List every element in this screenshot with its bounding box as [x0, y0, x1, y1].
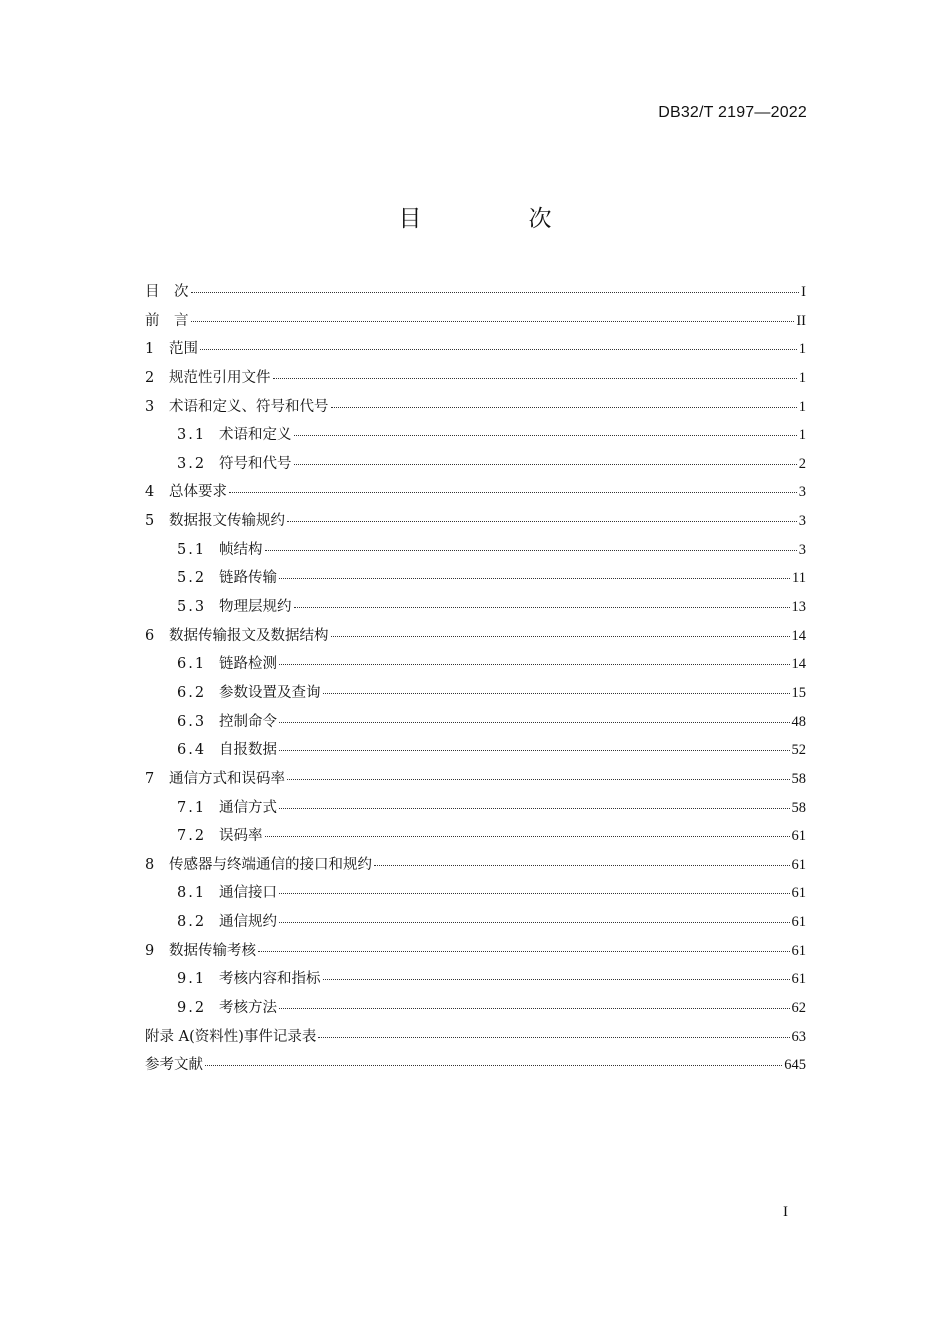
toc-entry-number: 6.1: [177, 656, 207, 673]
toc-entry[interactable]: [145, 940, 806, 969]
toc-entry-page: 58: [791, 799, 806, 816]
toc-leader-dots: [205, 1064, 782, 1066]
toc-entry-title: 范围: [169, 341, 198, 358]
toc-entry[interactable]: [145, 567, 806, 596]
toc-leader-dots: [279, 807, 790, 809]
toc-entry-number: 2: [145, 369, 155, 386]
toc-entry[interactable]: [145, 768, 806, 797]
toc-entry-page: 1: [798, 427, 806, 444]
toc-entry-title: 数据报文传输规约: [169, 513, 285, 530]
toc-entry-number: 3.2: [177, 455, 207, 472]
toc-entry-title: 符号和代号: [219, 455, 292, 472]
toc-leader-dots: [318, 1036, 789, 1038]
toc-entry-title: 术语和定义、符号和代号: [169, 398, 329, 415]
toc-entry-title: 目 次: [145, 284, 189, 300]
toc-leader-dots: [294, 434, 797, 436]
toc-entry-page: 3: [798, 484, 806, 501]
toc-entry-page: 645: [784, 1057, 806, 1074]
toc-entry-title: 附录 A(资料性)事件记录表: [145, 1028, 317, 1045]
toc-entry[interactable]: [145, 854, 806, 883]
toc-entry[interactable]: [145, 711, 806, 740]
toc-leader-dots: [191, 291, 800, 293]
toc-entry-page: 3: [798, 513, 806, 530]
toc-entry-title: 物理层规约: [219, 599, 292, 616]
toc-entry-page: 1: [798, 398, 806, 415]
toc-entry-page: 13: [791, 599, 806, 616]
toc-entry-title: 通信接口: [219, 885, 277, 902]
toc-entry-page: 52: [791, 742, 806, 759]
toc-entry-title: 数据传输考核: [169, 942, 256, 959]
toc-entry[interactable]: [145, 1054, 806, 1083]
toc-entry-title: 传感器与终端通信的接口和规约: [169, 856, 372, 873]
toc-entry-number: 3.1: [177, 427, 207, 444]
toc-entry[interactable]: [145, 367, 806, 396]
toc-entry-page: 61: [791, 971, 806, 988]
toc-entry-title: 链路传输: [219, 570, 277, 587]
document-code: DB32/T 2197—2022: [658, 104, 807, 121]
toc-entry[interactable]: [145, 653, 806, 682]
toc-entry[interactable]: [145, 596, 806, 625]
toc-entry-page: 58: [791, 770, 806, 787]
toc-entry-title: 考核内容和指标: [219, 971, 321, 988]
toc-entry-number: 5.2: [177, 570, 207, 587]
toc-entry-page: 1: [798, 369, 806, 386]
toc-entry[interactable]: [145, 682, 806, 711]
toc-entry[interactable]: [145, 997, 806, 1026]
toc-entry-title: 控制命令: [219, 713, 277, 730]
toc-entry-title: 通信方式: [219, 799, 277, 816]
toc-entry-page: 63: [791, 1028, 806, 1045]
toc-entry-title: 参数设置及查询: [219, 684, 321, 701]
toc-leader-dots: [323, 978, 790, 980]
toc-leader-dots: [287, 520, 797, 522]
toc-entry-number: 8.1: [177, 885, 207, 902]
toc-entry-page: II: [796, 312, 806, 329]
toc-entry[interactable]: [145, 510, 806, 539]
toc-entry-number: 7: [145, 770, 155, 787]
toc-leader-dots: [331, 406, 797, 408]
toc-leader-dots: [279, 749, 790, 751]
toc-entry-title: 数据传输报文及数据结构: [169, 627, 329, 644]
toc-entry-title: 帧结构: [219, 541, 263, 558]
toc-leader-dots: [287, 778, 790, 780]
toc-leader-dots: [323, 692, 790, 694]
toc-entry-page: 61: [791, 828, 806, 845]
toc-entry-title: 通信规约: [219, 914, 277, 931]
toc-leader-dots: [294, 606, 790, 608]
toc-entry-number: 5: [145, 513, 155, 530]
toc-entry-title: 规范性引用文件: [169, 369, 271, 386]
toc-entry-title: 总体要求: [169, 484, 227, 501]
toc-entry-title: 通信方式和误码率: [169, 770, 285, 787]
toc-entry-number: 6.2: [177, 684, 207, 701]
toc-entry[interactable]: [145, 310, 806, 339]
toc-entry[interactable]: [145, 453, 806, 482]
toc-entry-title: 术语和定义: [219, 427, 292, 444]
page-number: I: [783, 1204, 788, 1220]
toc-entry[interactable]: [145, 396, 806, 425]
toc-entry[interactable]: [145, 968, 806, 997]
toc-entry-page: 11: [792, 570, 806, 587]
toc-entry-page: 15: [791, 684, 806, 701]
toc-entry-number: 1: [145, 341, 155, 358]
toc-entry-title: 链路检测: [219, 656, 277, 673]
toc-entry-title: 误码率: [219, 828, 263, 845]
toc-entry-page: 61: [791, 885, 806, 902]
toc-entry-number: 3: [145, 398, 155, 415]
toc-entry[interactable]: [145, 625, 806, 654]
toc-entry-number: 5.3: [177, 599, 207, 616]
toc-entry-page: 3: [798, 541, 806, 558]
toc-entry-page: 1: [798, 341, 806, 358]
toc-leader-dots: [279, 577, 790, 579]
toc-entry-number: 5.1: [177, 541, 207, 558]
toc-entry-page: 61: [791, 914, 806, 931]
toc-leader-dots: [279, 1007, 790, 1009]
toc-entry[interactable]: [145, 338, 806, 367]
toc-leader-dots: [273, 377, 797, 379]
toc-entry-page: 61: [791, 856, 806, 873]
toc-leader-dots: [265, 549, 797, 551]
toc-leader-dots: [374, 864, 790, 866]
toc-entry[interactable]: [145, 825, 806, 854]
toc-leader-dots: [279, 892, 790, 894]
toc-entry-page: 14: [791, 627, 806, 644]
toc-entry-page: 61: [791, 942, 806, 959]
toc-entry[interactable]: [145, 1026, 806, 1055]
toc-entry-number: 7.2: [177, 828, 207, 845]
toc-entry-title: 参考文献: [145, 1057, 203, 1074]
toc-entry-page: 62: [791, 1000, 806, 1017]
toc-entry-number: 6: [145, 627, 155, 644]
toc-entry-title: 考核方法: [219, 1000, 277, 1017]
toc-leader-dots: [294, 463, 797, 465]
toc-entry[interactable]: [145, 882, 806, 911]
toc-entry-page: I: [801, 284, 806, 300]
toc-entry[interactable]: [145, 911, 806, 940]
toc-entry-number: 4: [145, 484, 155, 501]
toc-entry-title: 自报数据: [219, 742, 277, 759]
toc-entry[interactable]: [145, 424, 806, 453]
toc-entry-title: 前 言: [145, 312, 189, 329]
toc-entry-page: 14: [791, 656, 806, 673]
toc-entry[interactable]: [145, 539, 806, 568]
toc-leader-dots: [279, 721, 790, 723]
toc-entry-number: 6.4: [177, 742, 207, 759]
page-title: 目 次: [398, 206, 594, 232]
toc-leader-dots: [229, 491, 797, 493]
toc-entry-number: 8.2: [177, 914, 207, 931]
toc-entry-page: 2: [798, 455, 806, 472]
toc-entry-page: 48: [791, 713, 806, 730]
toc-leader-dots: [331, 635, 790, 637]
toc-entry-number: 9: [145, 942, 155, 959]
toc-entry-number: 6.3: [177, 713, 207, 730]
toc-leader-dots: [191, 320, 795, 322]
toc-entry[interactable]: [145, 739, 806, 768]
toc-entry[interactable]: [145, 281, 806, 310]
toc-entry-number: 9.1: [177, 971, 207, 988]
toc-leader-dots: [279, 921, 790, 923]
toc-entry[interactable]: [145, 797, 806, 826]
toc-leader-dots: [200, 348, 797, 350]
toc-leader-dots: [279, 663, 790, 665]
toc-leader-dots: [265, 835, 790, 837]
table-of-contents: [145, 281, 806, 1083]
toc-entry-number: 9.2: [177, 1000, 207, 1017]
toc-entry[interactable]: [145, 481, 806, 510]
toc-entry-number: 7.1: [177, 799, 207, 816]
toc-entry-number: 8: [145, 856, 155, 873]
toc-leader-dots: [258, 950, 790, 952]
